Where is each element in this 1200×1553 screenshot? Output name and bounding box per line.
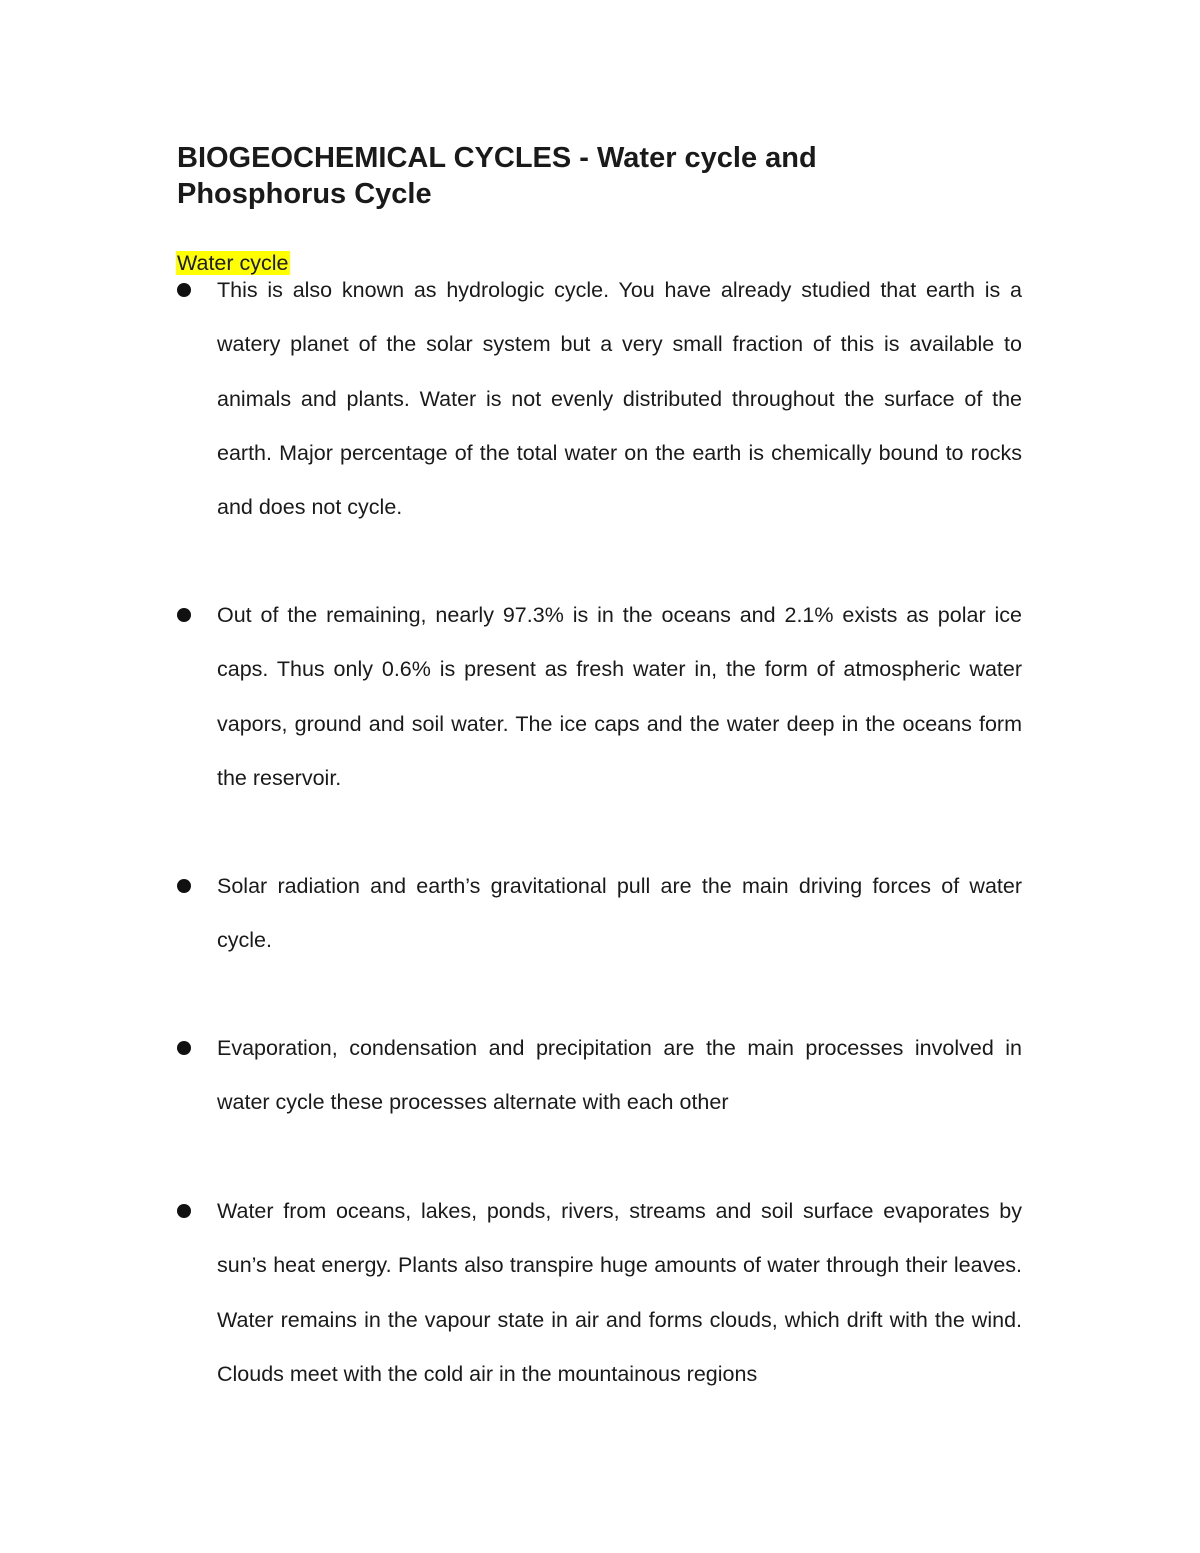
bullet-text: This is also known as hydrologic cycle. You have already studied that earth is a watery planet of the solar system but a very small fraction of this is available to animals and plants. Water is not evenly distributed throughout the surface of the earth. Major percentage of the total water on the earth is chemically bound to rocks and does not cycle. — [217, 278, 1022, 520]
bullet-text: Out of the remaining, nearly 97.3% is in the oceans and 2.1% exists as polar ice caps. Thus only 0.6% is present as fresh water in, the form of atmospheric water vapors, ground and soil water. The ice caps and the water deep in the oceans form the reservoir. — [217, 603, 1022, 790]
bullet-text: Evaporation, condensation and precipitation are the main processes involved in water cycle these processes alternate with each other — [217, 1036, 1022, 1115]
bullet-icon — [177, 879, 191, 893]
bullet-text: Water from oceans, lakes, ponds, rivers, streams and soil surface evaporates by sun’s heat energy. Plants also transpire huge amounts of water through their leaves. Water remains in the vapour state in air and forms clouds, which drift with the wind. Clouds meet with the cold air in the mountainous regions — [217, 1199, 1022, 1386]
bullet-icon — [177, 283, 191, 297]
bullet-icon — [177, 1041, 191, 1055]
bullet-icon — [177, 608, 191, 622]
bullet-text: Solar radiation and earth’s gravitational pull are the main driving forces of water cycle. — [217, 874, 1022, 953]
bullet-icon — [177, 1204, 191, 1218]
highlighted-heading-text: Water cycle — [177, 251, 289, 275]
document-title: BIOGEOCHEMICAL CYCLES - Water cycle and Phosphorus Cycle — [177, 142, 817, 210]
